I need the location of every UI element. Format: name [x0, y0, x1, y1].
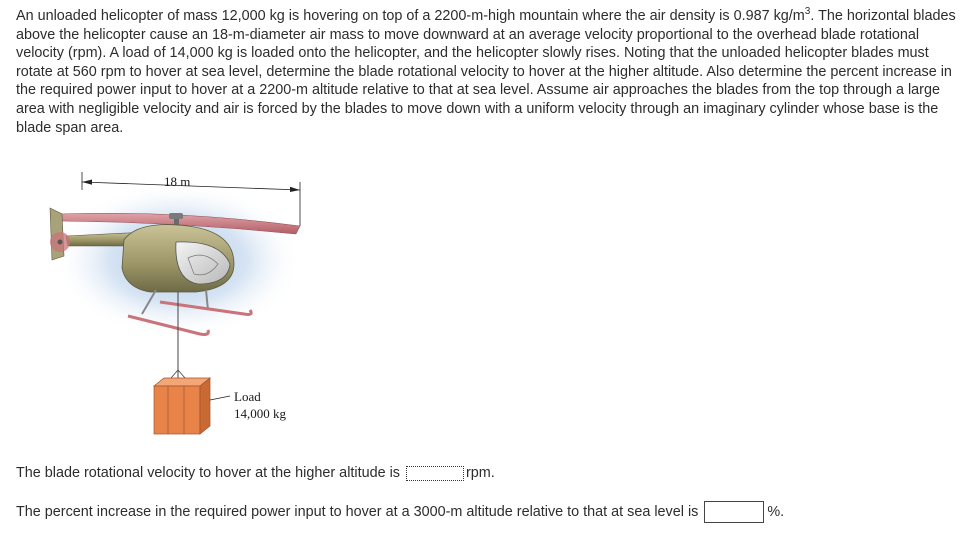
power-increase-answer-field[interactable]: [704, 501, 764, 523]
rotor-hub: [169, 213, 183, 219]
helicopter-illustration: [38, 168, 318, 443]
tail-rotor-hub: [58, 240, 63, 245]
question-2-text: The percent increase in the required power input to hover at a 3000-m altitude relative to that at sea level is: [16, 504, 699, 520]
problem-statement: [16, 7, 966, 137]
helicopter-figure: [38, 168, 318, 443]
superscript-three: 3: [804, 6, 811, 18]
load-leader-line: [210, 396, 230, 400]
load-mass-label: 14,000 kg: [234, 406, 286, 421]
load-label: Load: [234, 389, 261, 404]
blade-velocity-answer-field[interactable]: [406, 466, 464, 481]
problem-text-part2: . The horizontal blades above the helicopter cause an 18-m-diameter air mass to move downward at an average velocity proportional to the overhead blade rotational velocity (rpm). A load of 14,000 kg is loaded onto the helicopter, and the helicopter slowly rises. Noting that the unloaded helicopter blades must rotate at 560 rpm to hover at sea level, determine the blade rotational velocity to hover at the higher altitude. Also determine the percent increase in the required power input to hover at a 2200-m altitude relative to that at sea level. Assume air approaches the blades from the top through a large area with negligible velocity and air is forced by the blades to move down with a uniform velocity through an imaginary cylinder whose base is the blade span area.: [16, 8, 956, 136]
crate-side: [200, 378, 210, 434]
question-1-text: The blade rotational velocity to hover at the higher altitude is: [16, 465, 400, 482]
question-power-increase: [16, 501, 784, 523]
dimension-arrow-left: [82, 180, 92, 185]
dimension-arrow-right: [290, 187, 300, 192]
question-2-unit: %.: [767, 504, 785, 520]
question-1-unit: rpm.: [465, 465, 495, 482]
question-blade-velocity: [16, 465, 495, 481]
span-label: 18 m: [164, 174, 191, 189]
crate-front: [154, 386, 200, 434]
problem-text-part1: An unloaded helicopter of mass 12,000 kg is hovering on top of a 2200-m-high mountain where the air density is 0.987 kg/m: [16, 8, 805, 24]
